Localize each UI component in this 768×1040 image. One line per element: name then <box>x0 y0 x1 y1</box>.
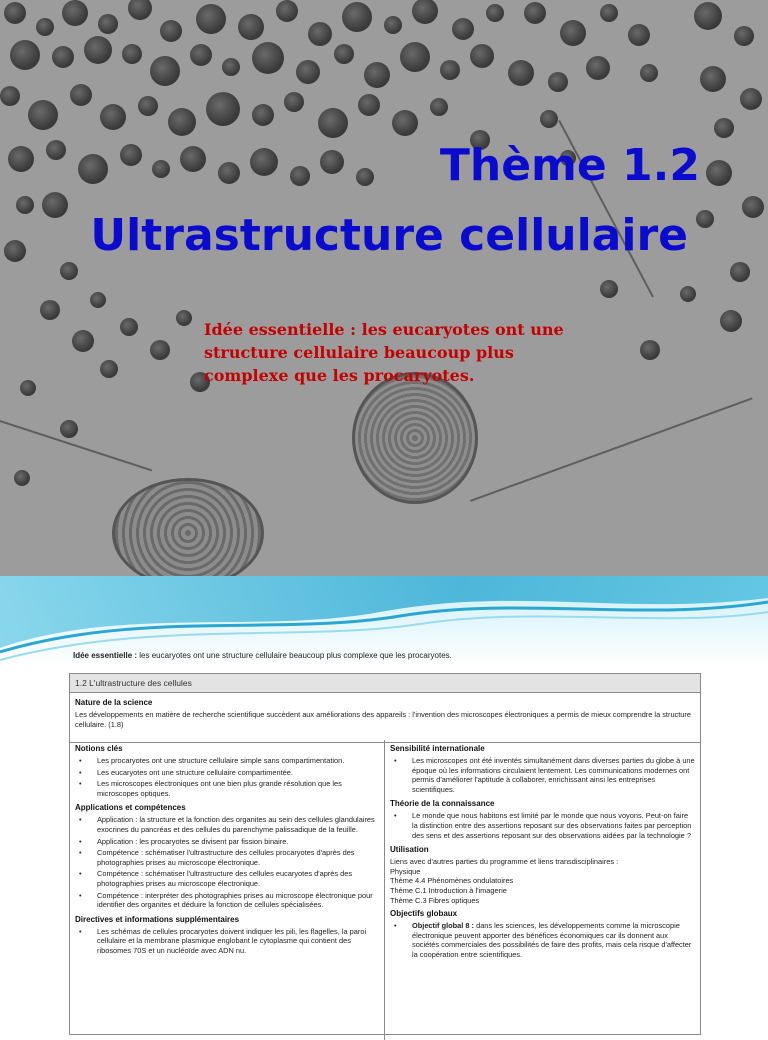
utilisation-line: Thème 4.4 Phénomènes ondulatoires <box>390 876 514 886</box>
notions-list <box>75 756 379 798</box>
theorie-list <box>390 811 695 840</box>
section-heading: Utilisation <box>390 845 429 855</box>
list-item: • Les microscopes électroniques ont une bien plus grande résolution que les microscopes optiques. <box>75 779 379 798</box>
section-heading: Directives et informations supplémentaires <box>75 914 240 924</box>
applications-list <box>75 815 379 909</box>
essential-idea-line <box>73 651 452 660</box>
list-item: • Les eucaryotes ont une structure cellulaire compartimentée. <box>75 768 379 778</box>
section-heading: Notions clés <box>75 744 123 753</box>
utilisation-line: Thème C.1 Introduction à l'imagerie <box>390 885 507 895</box>
cell-nucleus-image <box>352 372 478 504</box>
objectifs-list <box>390 921 695 959</box>
utilisation-line: Physique <box>390 866 421 876</box>
list-item: • Application : les procaryotes se divisent par fission binaire. <box>75 837 379 847</box>
list-item: • Les procaryotes ont une structure cellulaire simple sans compartimentation. <box>75 756 379 766</box>
section-heading: Objectifs globaux <box>390 909 458 919</box>
table-header: 1.2 L'ultrastructure des cellules <box>70 674 700 693</box>
utilisation-line: Thème C.3 Fibres optiques <box>390 895 480 905</box>
section-heading: Nature de la science <box>75 698 153 707</box>
list-item: • Compétence : schématiser l'ultrastructure des cellules eucaryotes d'après des photographies prises au microscope électronique. <box>75 869 379 888</box>
left-column <box>70 740 385 1040</box>
section-heading: Sensibilité internationale <box>390 744 485 753</box>
list-item: • Compétence : interpréter des photographies prises au microscope électronique pour identifier des organites et déduire la fonction de cellules spécialisées. <box>75 891 379 910</box>
list-item: • Le monde que nous habitons est limité par le monde que nous voyons. Peut-on faire la distinction entre des assertions reposant sur des observations faites par perception des sens et des assertions reposant sur des observations aidées par la technologie ? <box>390 811 695 840</box>
list-item: • Application : la structure et la fonction des organites au sein des cellules glandulaires exocrines du pancréas et des cellules du parenchyme palissadique de la feuille. <box>75 815 379 834</box>
essential-idea-text: Idée essentielle : les eucaryotes ont une structure cellulaire beaucoup plus complexe que les procaryotes. <box>204 320 564 385</box>
cell-membrane-line <box>470 397 753 501</box>
directives-list <box>75 927 379 956</box>
essential-idea-label: Idée essentielle : <box>73 651 138 660</box>
syllabus-slide <box>0 576 768 1024</box>
nature-of-science-section <box>70 693 700 743</box>
list-item: • Compétence : schématiser l'ultrastructure des cellules procaryotes d'après des photographies prises au microscope électronique. <box>75 848 379 867</box>
nature-of-science-text: Les développements en matière de recherche scientifique succèdent aux améliorations des appareils : l'invention des microscopes électroniques a permis de mieux comprendre la structure cellulaire. (1.8) <box>75 710 691 729</box>
section-heading: Théorie de la connaissance <box>390 799 495 809</box>
objectif-label: Objectif global 8 : <box>412 921 475 931</box>
section-heading: Applications et compétences <box>75 803 186 813</box>
list-item: • Les microscopes ont été inventés simultanément dans diverses parties du globe à une époque où les informations circulaient lentement. Les communications modernes ont permis d'améliorer l'aptitude à collaborer, enrichissant ainsi les entreprises scientifiques. <box>390 756 695 794</box>
list-item <box>390 921 695 959</box>
utilisation-intro: Liens avec d'autres parties du programme et liens transdisciplinaires : <box>390 857 619 867</box>
slide-title-number: Thème 1.2 <box>439 140 700 191</box>
sensibilite-list <box>390 756 695 794</box>
table-columns <box>70 740 700 1040</box>
cell-nucleus-image <box>112 478 264 576</box>
essential-idea-body: les eucaryotes ont une structure cellulaire beaucoup plus complexe que les procaryotes. <box>139 651 452 660</box>
right-column <box>385 740 700 1040</box>
list-item: • Les schémas de cellules procaryotes doivent indiquer les pili, les flagelles, la paroi cellulaire et la membrane plasmique englobant le cytoplasme qui contient des ribosomes 70S et un nucléoïde avec ADN nu. <box>75 927 379 956</box>
objectif-text: dans les sciences, les développements comme la microscopie électronique peuvent apporter des bénéfices économiques car ils donnent aux sociétés commerciales des possibilités de faire des profits, mais cela risque d'affecter la coopération entre scientifiques. <box>412 921 692 959</box>
syllabus-table <box>69 673 701 1035</box>
slide-title: Ultrastructure cellulaire <box>90 210 688 261</box>
